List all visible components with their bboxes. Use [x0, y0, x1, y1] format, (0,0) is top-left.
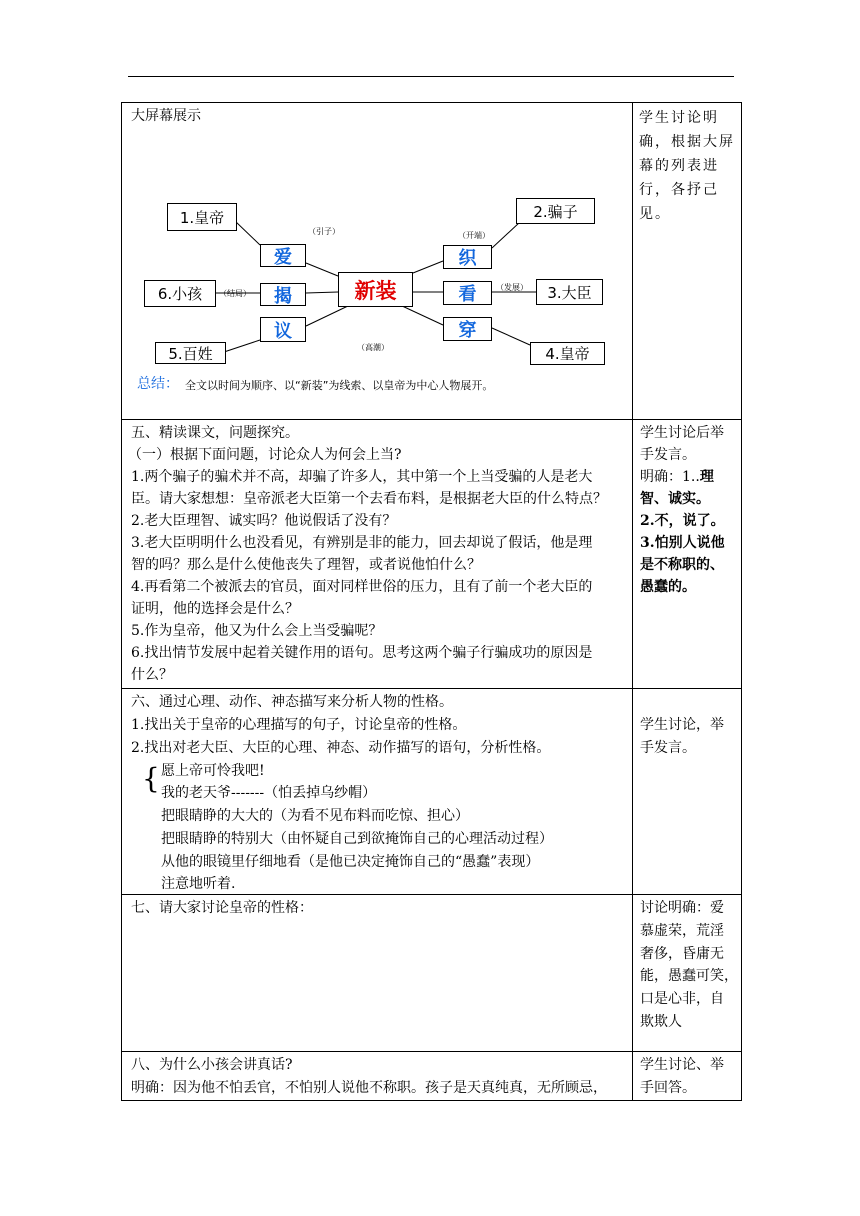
row2-side-line: 手发言。	[640, 447, 696, 463]
quote-line: 我的老天爷-------（怕丢掉乌纱帽）	[161, 785, 377, 801]
row2-line: 5.作为皇帝，他又为什么会上当受骗呢？	[131, 623, 383, 639]
quote-line: 把眼睛睁的特别大（由怀疑自己到欲掩饰自己的心理活动过程）	[161, 831, 553, 847]
row1-heading: 大屏幕展示	[131, 108, 201, 124]
row1-side-text: 学生讨论明确，根据大屏幕的列表进行，各抒己见。	[639, 110, 735, 222]
row2-line: （一）根据下面问题，讨论众人为何会上当?	[128, 447, 402, 463]
row4-side-line: 奢侈，昏庸无	[640, 946, 724, 962]
char-love: 爱	[260, 244, 306, 267]
node-emperor-4: 4.皇帝	[530, 342, 605, 365]
brace: {	[142, 762, 160, 795]
quote-line: 从他的眼镜里仔细地看（是他已决定掩饰自己的“愚蠢”表现）	[161, 854, 540, 870]
node-swindler-2: 2.骗子	[516, 198, 595, 224]
row4-side-line: 慕虚荣，荒淫	[640, 923, 724, 939]
row2-side-line: 3.怕别人说他	[640, 535, 725, 551]
row3-side-line: 学生讨论，举	[640, 717, 724, 733]
char-weave: 织	[443, 245, 492, 269]
row5-side-line: 学生讨论、举	[640, 1057, 724, 1073]
tag-fazhan: （发展）	[496, 283, 528, 292]
row4-side-line: 口是心非，自	[640, 991, 724, 1007]
row2-line: 智的吗？那么是什么使他丧失了理智，或者说他怕什么？	[131, 557, 481, 573]
mindmap-connectors	[0, 0, 860, 420]
summary-label: 总结：	[137, 376, 179, 392]
row5-line: 明确：因为他不怕丢官，不怕别人说他不称职。孩子是天真纯真，无所顾忌，	[131, 1080, 607, 1096]
row2-line: 3.老大臣明明什么也没看见，有辨别是非的能力，回去却说了假话，他是理	[131, 535, 593, 551]
row2-line: 2.老大臣理智、诚实吗？他说假话了没有？	[131, 513, 397, 529]
char-reveal: 揭	[260, 283, 306, 306]
row3-line: 1.找出关于皇帝的心理描写的句子，讨论皇帝的性格。	[131, 717, 467, 733]
node-people-5: 5.百姓	[155, 342, 226, 364]
row2-side-line: 愚蠢的。	[640, 579, 696, 595]
tag-kaiduan: （开端）	[458, 231, 490, 240]
tag-yinzi: （引子）	[308, 227, 340, 236]
quote-line: 注意地听着.	[161, 876, 236, 892]
row2-side-line: 智、诚实。	[640, 491, 710, 507]
row5-side-line: 手回答。	[640, 1080, 696, 1096]
row2-line: 什么？	[131, 667, 173, 683]
char-look: 看	[443, 281, 492, 305]
char-wear: 穿	[443, 317, 492, 341]
row3-line: 2.找出对老大臣、大臣的心理、神态、动作描写的语句，分析性格。	[131, 740, 551, 756]
row2-line: 五、精读课文，问题探究。	[131, 425, 299, 441]
row2-line: 证明，他的选择会是什么？	[131, 601, 299, 617]
char-discuss: 议	[260, 317, 306, 342]
row2-side-line: 明确：1..理	[640, 469, 714, 485]
node-minister-3: 3.大臣	[536, 279, 603, 305]
row4-side-line: 欺欺人	[640, 1014, 682, 1030]
row3-line: 六、通过心理、动作、神态描写来分析人物的性格。	[131, 694, 453, 710]
node-emperor-1: 1.皇帝	[167, 203, 237, 231]
center-new-clothes: 新装	[338, 272, 413, 307]
node-child-6: 6.小孩	[144, 280, 216, 307]
row2-line: 6.找出情节发展中起着关键作用的语句。思考这两个骗子行骗成功的原因是	[131, 645, 593, 661]
row4-side-line: 能，愚蠢可笑，	[640, 968, 738, 984]
row2-side-line: 学生讨论后举	[640, 425, 724, 441]
row5-line: 八、为什么小孩会讲真话?	[131, 1057, 293, 1073]
quote-line: 把眼睛睁的大大的（为看不见布料而吃惊、担心）	[161, 808, 469, 824]
row2-line: 1.两个骗子的骗术并不高，却骗了许多人，其中第一个上当受骗的人是老大	[131, 469, 593, 485]
row3-side-line: 手发言。	[640, 740, 696, 756]
quote-line: 愿上帝可怜我吧!	[161, 763, 265, 779]
row2-side-line: 是不称职的、	[640, 557, 724, 573]
row2-line: 4.再看第二个被派去的官员，面对同样世俗的压力，且有了前一个老大臣的	[131, 579, 593, 595]
row4-heading: 七、请大家讨论皇帝的性格：	[131, 900, 313, 916]
row2-side-line: 2.不，说了。	[640, 513, 725, 529]
tag-gaochao: （高潮）	[357, 343, 389, 352]
summary-text: 全文以时间为顺序、以“新装”为线索、以皇帝为中心人物展开。	[185, 379, 494, 392]
row2-line: 臣。请大家想想：皇帝派老大臣第一个去看布料，是根据老大臣的什么特点？	[131, 491, 607, 507]
tag-jieju: （结局）	[219, 289, 251, 298]
row4-side-line: 讨论明确：爱	[640, 900, 724, 916]
row2-side-bold: 理	[699, 469, 714, 485]
